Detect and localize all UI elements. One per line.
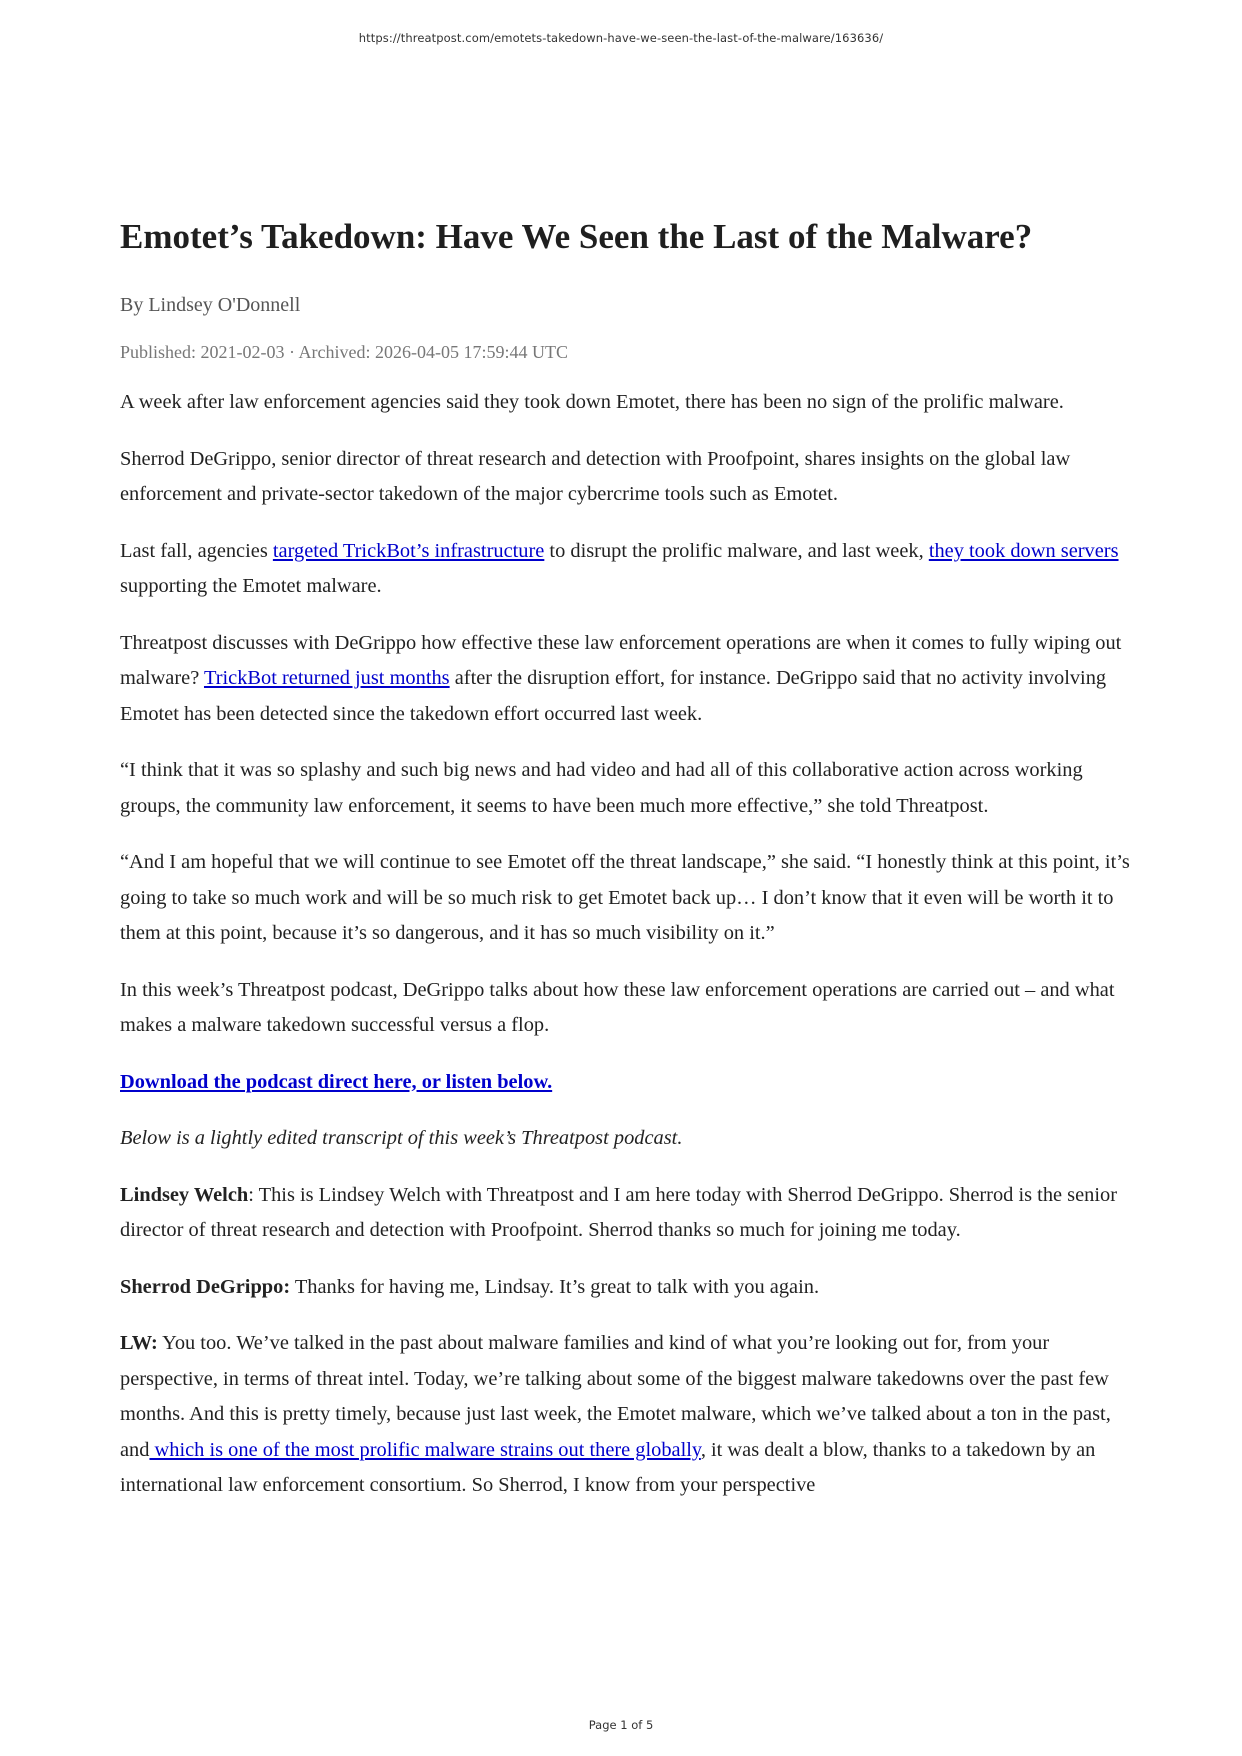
- link-trickbot-returned[interactable]: TrickBot returned just months: [203, 667, 450, 689]
- article-body: [120, 385, 1130, 1504]
- paragraph-effectiveness: [120, 626, 1130, 733]
- paragraph-degrippo-intro: Sherrod DeGrippo, senior director of threat research and detection with Proofpoint, shares insights on the global law enforcement and private-sector takedown of the major cybercrime tools such as Emotet.: [120, 447, 1071, 505]
- paragraph-download: [120, 1065, 1130, 1101]
- transcript-text: , it was dealt a blow, thanks to a takedown by an international law enforcement consortium. So Sherrod, I know from your perspective: [120, 1438, 1096, 1496]
- paragraph-quote-splashy: “I think that it was so splashy and such big news and had video and had all of this collaborative action across working groups, the community law enforcement, it seems to have been much more effective,” she told Threatpost.: [120, 759, 1083, 817]
- article-meta: Published: 2021-02-03 · Archived: 2026-04-05 17:59:44 UTC: [120, 342, 568, 362]
- transcript-intro: Below is a lightly edited transcript of this week’s Threatpost podcast.: [120, 1127, 683, 1149]
- text-segment: Last fall, agencies: [120, 539, 273, 562]
- transcript-text: Thanks for having me, Lindsay. It’s great to talk with you again.: [290, 1275, 820, 1298]
- transcript-text: You too. We’ve talked in the past about malware families and kind of what you’re looking out for, from your perspective, in terms of threat intel. Today, we’re talking about some of the biggest malware takedowns over the past few months. And this is pretty timely, because just last week, the Emotet malware, which we’ve talked about a ton in the past, and: [120, 1332, 1111, 1461]
- transcript-q1: [120, 1178, 1130, 1249]
- article-byline: By Lindsey O'Donnell: [120, 294, 301, 316]
- article-title: Emotet’s Takedown: Have We Seen the Last of the Malware?: [120, 217, 1033, 256]
- transcript-a1: [120, 1270, 1130, 1306]
- paragraph-intro: A week after law enforcement agencies said they took down Emotet, there has been no sign of the prolific malware.: [120, 391, 1064, 413]
- download-podcast-link[interactable]: Download the podcast direct here, or listen below.: [120, 1070, 553, 1093]
- transcript-text: : This is Lindsey Welch with Threatpost and I am here today with Sherrod DeGrippo. Sherrod is the senior director of threat research and detection with Proofpoint. Sherrod thanks so much for joining me today.: [120, 1183, 1117, 1241]
- paragraph-transcript-intro: [120, 1121, 1130, 1157]
- text-segment: Threatpost discusses with DeGrippo how effective these law enforcement operations are when it comes to fully wiping out malware?: [120, 631, 1122, 689]
- paragraph-agencies: [120, 534, 1130, 605]
- speaker-name: Sherrod DeGrippo:: [120, 1275, 291, 1298]
- speaker-name: Lindsey Welch: [120, 1183, 249, 1206]
- link-took-down-servers[interactable]: they took down servers: [928, 539, 1119, 562]
- paragraph-podcast-summary: In this week’s Threatpost podcast, DeGrippo talks about how these law enforcement operations are carried out – and what makes a malware takedown successful versus a flop.: [120, 978, 1115, 1036]
- link-trickbot-infrastructure[interactable]: targeted TrickBot’s infrastructure: [272, 539, 545, 562]
- page-url: https://threatpost.com/emotets-takedown-have-we-seen-the-last-of-the-malware/163636/: [358, 31, 884, 45]
- text-segment: to disrupt the prolific malware, and last week,: [544, 539, 929, 562]
- article: [120, 212, 1130, 1525]
- text-segment: supporting the Emotet malware.: [120, 575, 382, 597]
- paragraph-quote-hopeful: “And I am hopeful that we will continue to see Emotet off the threat landscape,” she said. “I honestly think at this point, it’s going to take so much work and will be so much risk to get Emotet back up… I don’t know that it even will be worth it to them at this point, because it’s so dangerous, and it has so much visibility on it.”: [120, 851, 1130, 944]
- page-number: Page 1 of 5: [588, 1718, 654, 1732]
- transcript-q2: [120, 1326, 1130, 1504]
- text-segment: after the disruption effort, for instance. DeGrippo said that no activity involving Emotet has been detected since the takedown effort occurred last week.: [120, 667, 1107, 725]
- speaker-name: LW:: [120, 1332, 158, 1354]
- link-prolific-malware-strains[interactable]: which is one of the most prolific malware strains out there globally: [149, 1438, 701, 1461]
